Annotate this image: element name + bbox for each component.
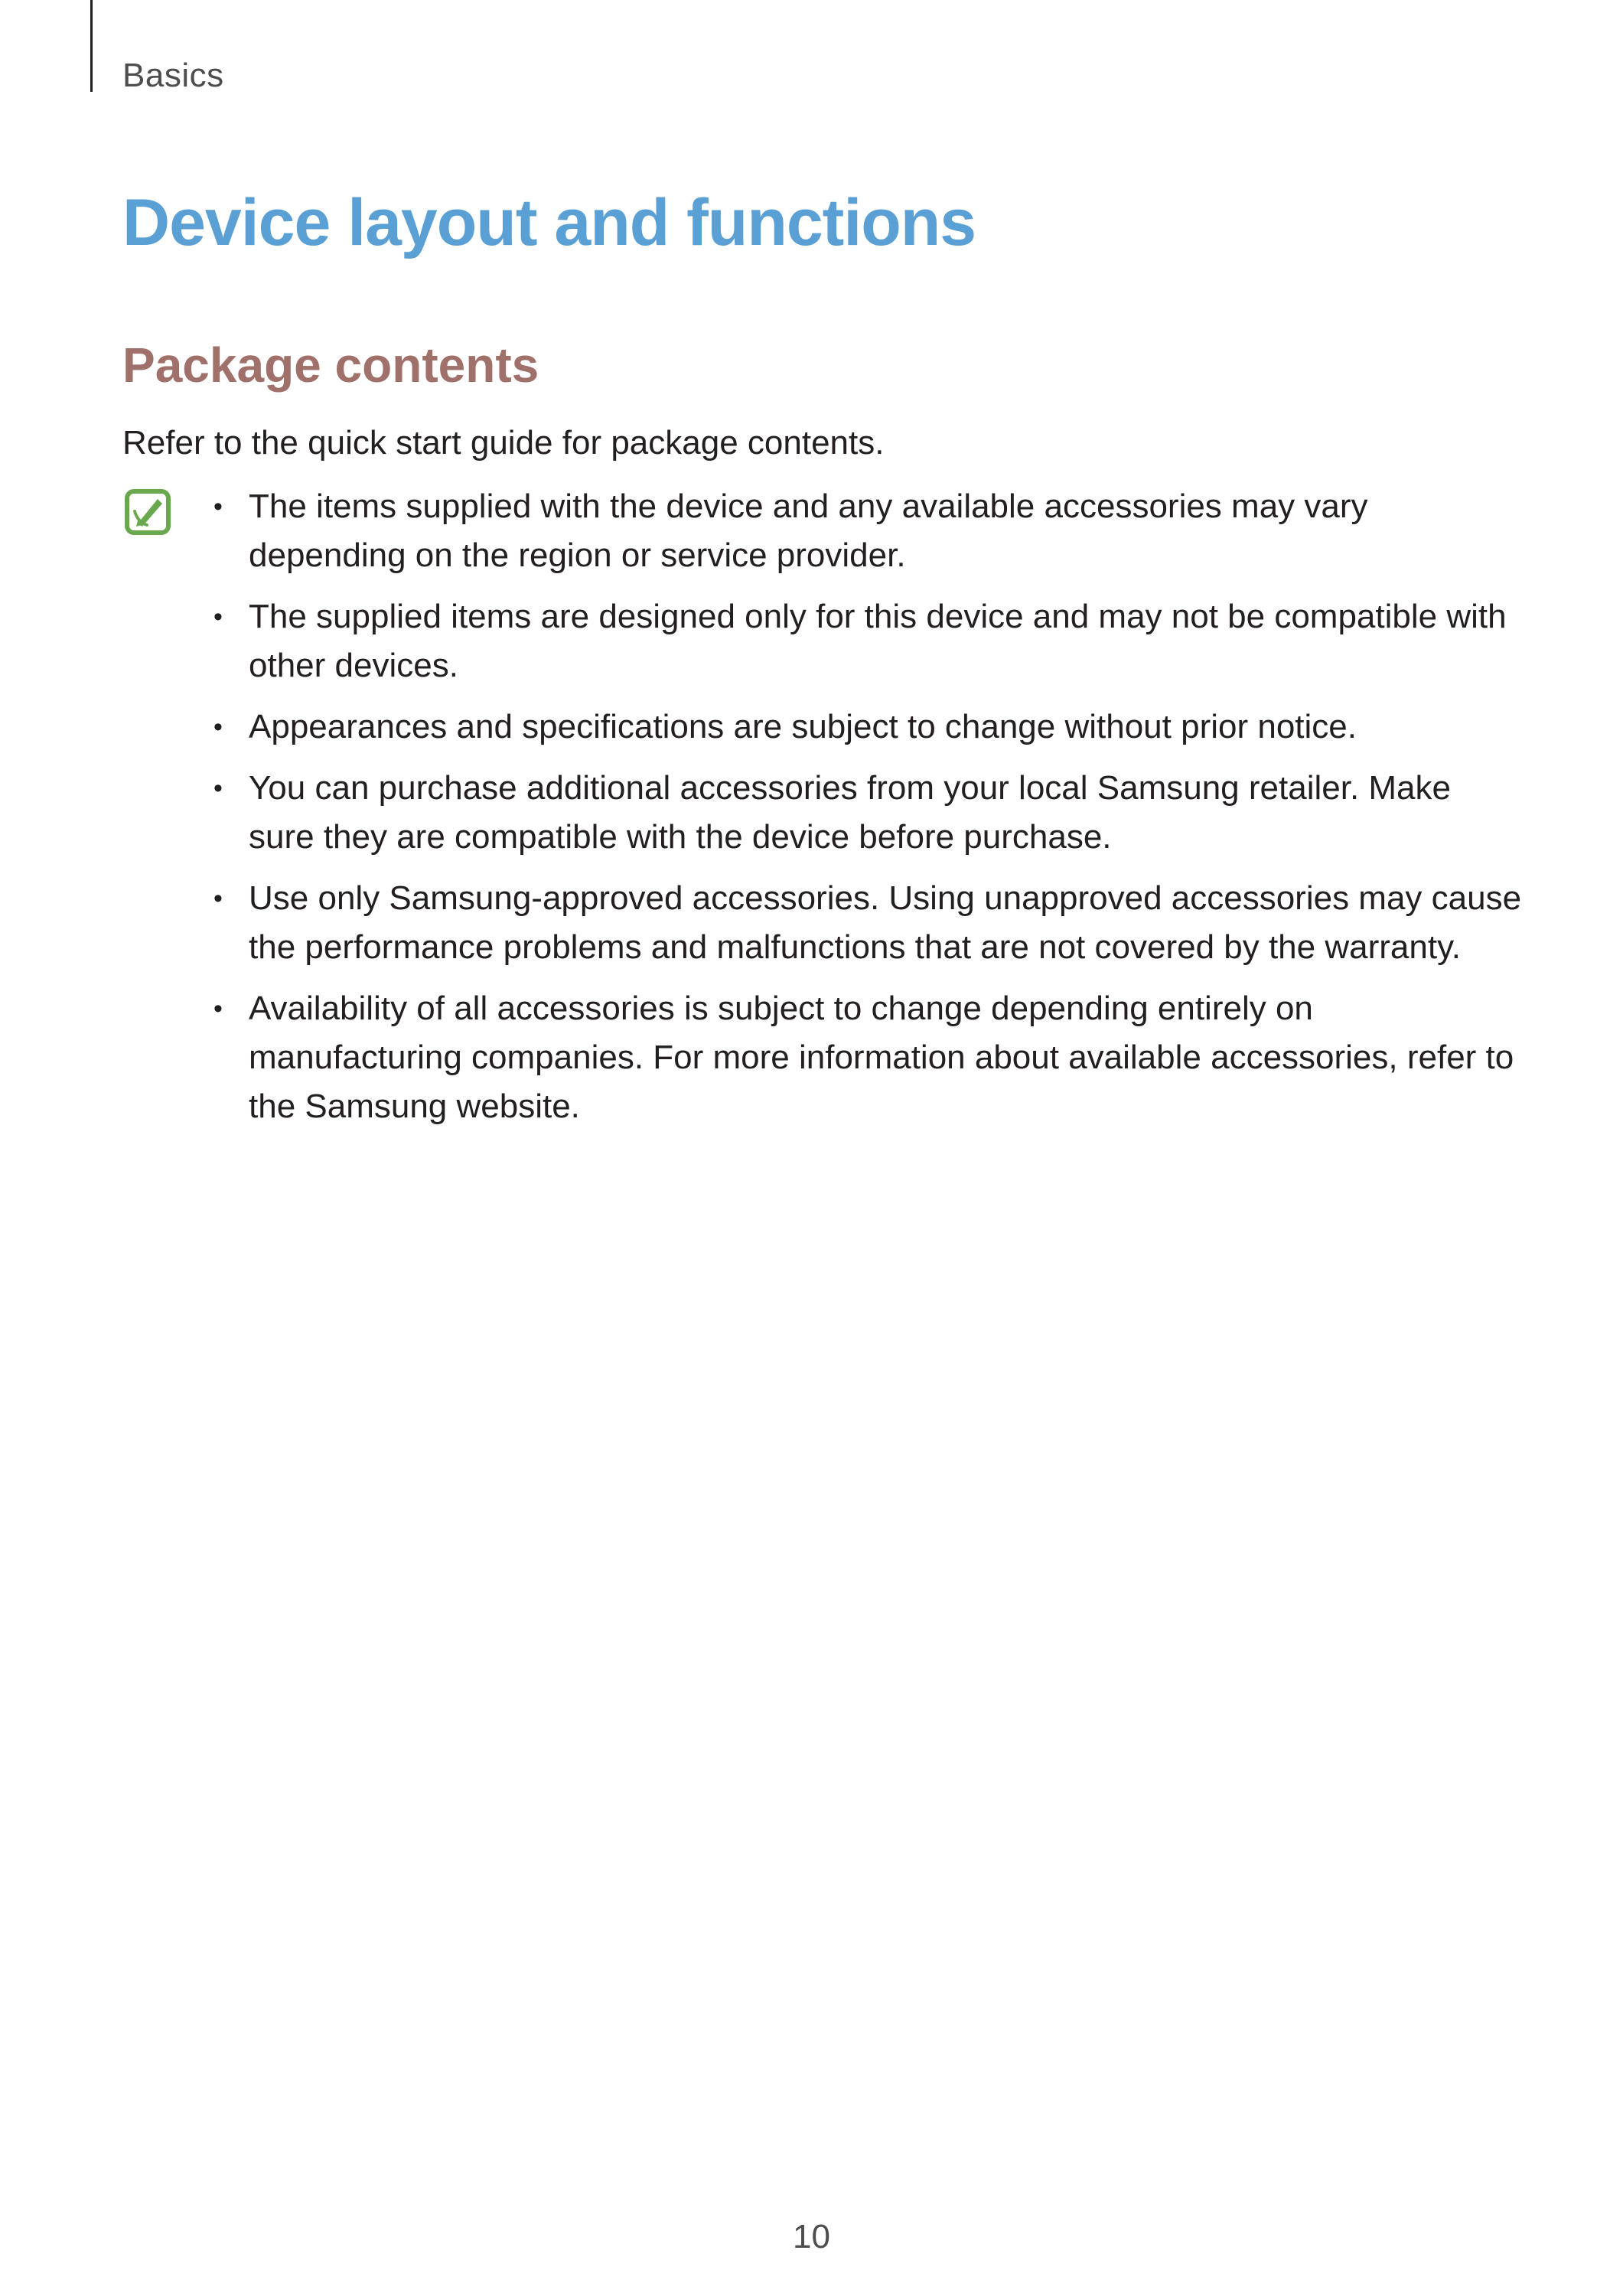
header-rule bbox=[90, 0, 93, 92]
intro-text: Refer to the quick start guide for package contents. bbox=[122, 424, 885, 461]
note-text: Use only Samsung-approved accessories. Using unapproved accessories may cause the performance problems and malfunctions that are not covered by the warranty. bbox=[249, 879, 1522, 966]
bullet: • bbox=[213, 884, 223, 913]
note-item bbox=[207, 592, 1523, 690]
note-item bbox=[207, 874, 1523, 972]
page-number: 10 bbox=[793, 2218, 830, 2255]
note-item bbox=[207, 984, 1523, 1131]
note-item bbox=[207, 764, 1523, 862]
bullet: • bbox=[213, 602, 223, 631]
page-title: Device layout and functions bbox=[122, 186, 976, 259]
note-text: The items supplied with the device and any available accessories may vary depending on the region or service provider. bbox=[249, 488, 1368, 574]
bullet: • bbox=[213, 774, 223, 803]
note-text: You can purchase additional accessories from your local Samsung retailer. Make sure they are compatible with the device before purchase. bbox=[249, 769, 1451, 856]
bullet: • bbox=[213, 994, 223, 1023]
note-text: Appearances and specifications are subject to change without prior notice. bbox=[249, 708, 1357, 745]
section-heading: Package contents bbox=[122, 338, 539, 393]
note-item bbox=[207, 703, 1523, 752]
note-text: The supplied items are designed only for this device and may not be compatible with other devices. bbox=[249, 598, 1507, 684]
bullet: • bbox=[213, 492, 223, 521]
note-pencil-icon bbox=[124, 488, 171, 536]
section-label: Basics bbox=[122, 57, 224, 94]
notes-list bbox=[207, 482, 1523, 1143]
note-text: Availability of all accessories is subject to change depending entirely on manufacturing companies. For more information about available accessories, refer to the Samsung website. bbox=[249, 990, 1514, 1125]
note-item bbox=[207, 482, 1523, 580]
bullet: • bbox=[213, 713, 223, 742]
